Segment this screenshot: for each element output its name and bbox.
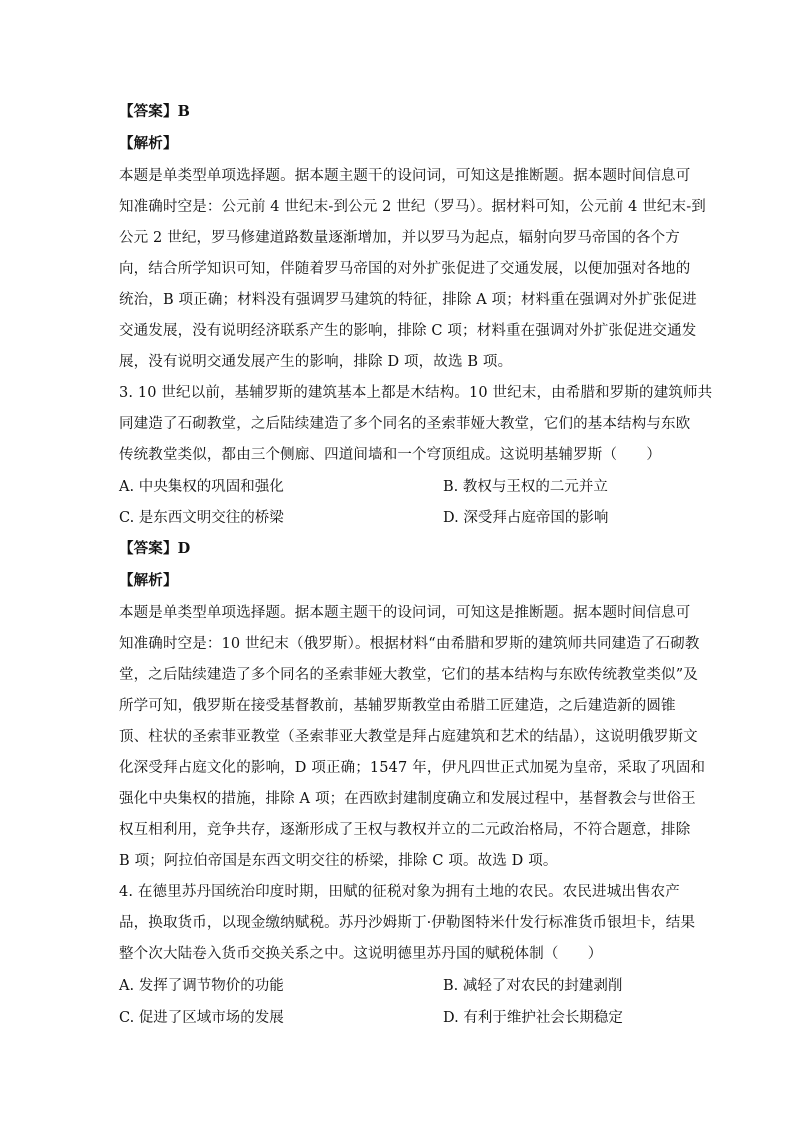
analysis-line: 向，结合所学知识可知，伴随着罗马帝国的对外扩张促进了交通发展，以便加强对各地的	[119, 261, 691, 277]
analysis-heading-q3: 【解析】	[119, 572, 178, 589]
analysis-line: 知准确时空是：公元前 4 世纪末-到公元 2 世纪（罗马）。据材料可知，公元前 4 世纪末-到	[119, 199, 706, 215]
answer-label-q3: 【答案】D	[119, 540, 191, 557]
analysis-line: 统治，B 项正确；材料没有强调罗马建筑的特征，排除 A 项；材料重在强调对外扩张促进	[119, 292, 697, 308]
analysis-line: 展，没有说明交通发展产生的影响，排除 D 项，故选 B 项。	[119, 354, 513, 370]
question-3-option-a: A. 中央集权的巩固和强化	[119, 479, 284, 495]
question-3-stem: 同建造了石砌教堂，之后陆续建造了多个同名的圣索菲娅大教堂，它们的基本结构与东欧	[119, 416, 691, 432]
analysis-line: 权互相利用，竞争共存，逐渐形成了王权与教权并立的二元政治格局，不符合题意，排除	[119, 822, 691, 838]
question-4-option-b: B. 减轻了对农民的封建剥削	[443, 978, 623, 994]
question-4-option-a: A. 发挥了调节物价的功能	[119, 978, 284, 994]
question-3-option-c: C. 是东西文明交往的桥梁	[119, 510, 284, 526]
analysis-line: 所学可知，俄罗斯在接受基督教前，基辅罗斯教堂由希腊工匠建造，之后建造新的圆锥	[119, 698, 676, 714]
question-3-option-d: D. 深受拜占庭帝国的影响	[443, 510, 609, 526]
question-4-option-d: D. 有利于维护社会长期稳定	[443, 1010, 623, 1026]
analysis-line: 公元 2 世纪，罗马修建道路数量逐渐增加，并以罗马为起点，辐射向罗马帝国的各个方	[119, 230, 680, 246]
analysis-heading-q2: 【解析】	[119, 135, 178, 152]
question-3-stem: 3. 10 世纪以前，基辅罗斯的建筑基本上都是木结构。10 世纪末，由希腊和罗斯的建筑师共	[119, 385, 713, 401]
analysis-line: 本题是单类型单项选择题。据本题主题干的设问词，可知这是推断题。据本题时间信息可	[119, 168, 691, 184]
question-4-stem: 品，换取货币，以现金缴纳赋税。苏丹沙姆斯丁·伊勒图特米什发行标准货币银坦卡，结果	[119, 915, 696, 931]
analysis-line: 本题是单类型单项选择题。据本题主题干的设问词，可知这是推断题。据本题时间信息可	[119, 605, 691, 621]
question-4-option-c: C. 促进了区域市场的发展	[119, 1010, 284, 1026]
analysis-line: 强化中央集权的措施，排除 A 项；在西欧封建制度确立和发展过程中，基督教会与世俗王	[119, 791, 696, 807]
question-3-stem: 传统教堂类似，都由三个侧廊、四道间墙和一个穹顶组成。这说明基辅罗斯（ ）	[119, 447, 662, 463]
question-4-stem: 4. 在德里苏丹国统治印度时期，田赋的征税对象为拥有土地的农民。农民进城出售农产	[119, 884, 680, 900]
question-4-stem: 整个次大陆卷入货币交换关系之中。这说明德里苏丹国的赋税体制（ ）	[119, 946, 603, 962]
analysis-line: 顶、柱状的圣索菲亚教堂（圣索菲亚大教堂是拜占庭建筑和艺术的结晶），这说明俄罗斯文	[119, 729, 698, 745]
analysis-line: 堂，之后陆续建造了多个同名的圣索菲娅大教堂，它们的基本结构与东欧传统教堂类似”及	[119, 667, 698, 683]
question-3-option-b: B. 教权与王权的二元并立	[443, 479, 608, 495]
analysis-line: 交通发展，没有说明经济联系产生的影响，排除 C 项；材料重在强调对外扩张促进交通发	[119, 323, 697, 339]
analysis-line: 化深受拜占庭文化的影响，D 项正确；1547 年，伊凡四世正式加冕为皇帝，采取了巩固和	[119, 760, 706, 776]
analysis-line: B 项；阿拉伯帝国是东西文明交往的桥梁，排除 C 项。故选 D 项。	[119, 853, 558, 869]
analysis-line: 知准确时空是：10 世纪末（俄罗斯）。根据材料“由希腊和罗斯的建筑师共同建造了石砌教	[119, 636, 700, 652]
answer-label-q2: 【答案】B	[119, 103, 191, 120]
